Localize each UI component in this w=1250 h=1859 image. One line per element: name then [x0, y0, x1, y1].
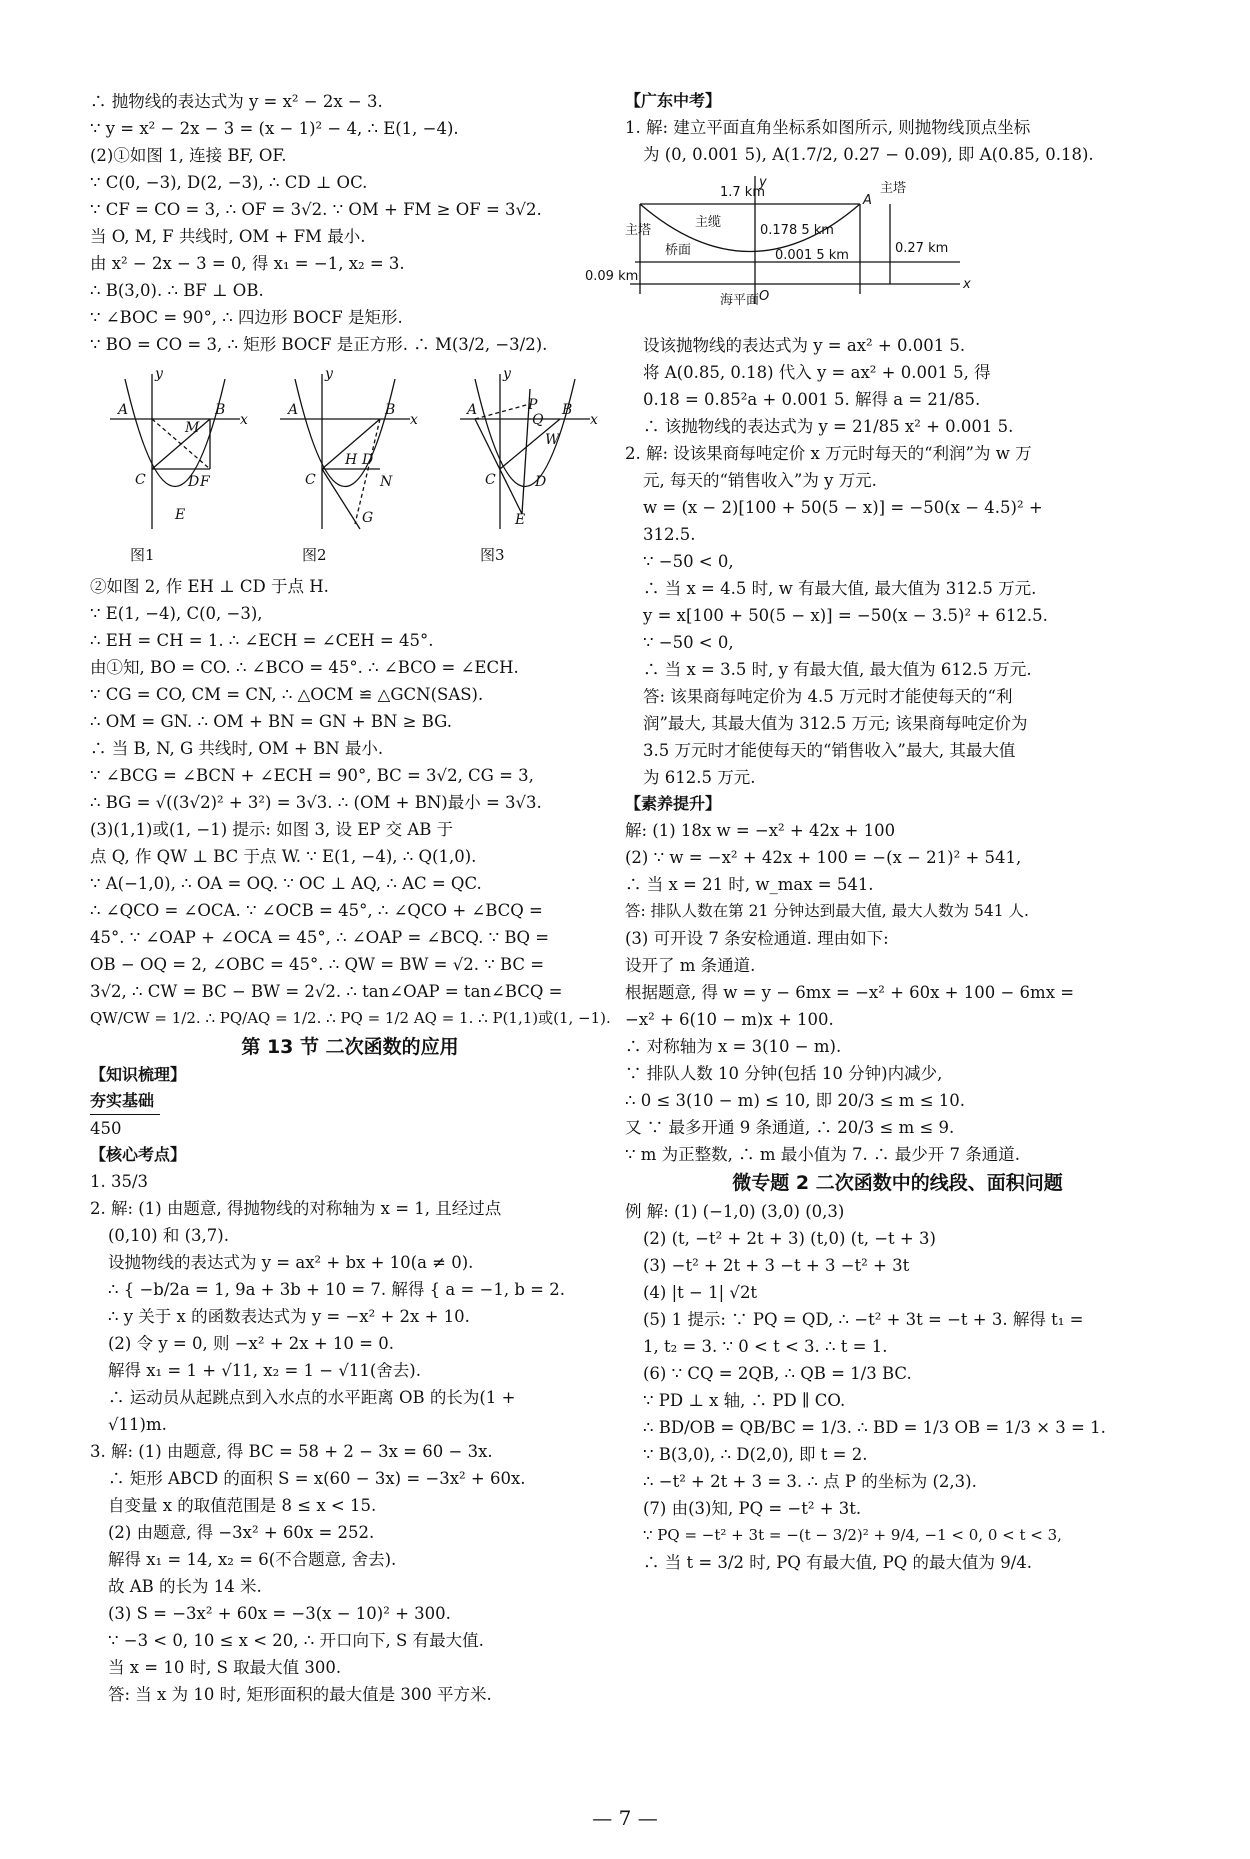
- text-line: 解得 x₁ = 14, x₂ = 6(不合题意, 舍去).: [108, 1550, 397, 1569]
- text-line: 润”最大, 其最大值为 312.5 万元; 该果商每吨定价为: [643, 714, 1028, 733]
- text-line: ∴ BD/OB = QB/BC = 1/3. ∴ BD = 1/3 OB = 1/3 × 3 = 1.: [643, 1418, 1106, 1437]
- text-line: 由 x² − 2x − 3 = 0, 得 x₁ = −1, x₂ = 3.: [90, 254, 405, 273]
- text-line: ∴ 矩形 ABCD 的面积 S = x(60 − 3x) = −3x² + 60x.: [108, 1469, 526, 1488]
- text-line: 2. 解: (1) 由题意, 得抛物线的对称轴为 x = 1, 且经过点: [90, 1199, 502, 1218]
- label-h2: 0.001 5 km: [775, 248, 849, 263]
- text-line: ∵ E(1, −4), C(0, −3),: [90, 604, 263, 623]
- text-line: ∴ 当 t = 3/2 时, PQ 有最大值, PQ 的最大值为 9/4.: [643, 1553, 1033, 1572]
- text-line: 1. 35/3: [90, 1172, 149, 1191]
- svg-text:N: N: [380, 474, 393, 490]
- text-line: √11)m.: [108, 1415, 167, 1434]
- text-line: ∵ −50 < 0,: [643, 633, 734, 652]
- text-line: ∴ 0 ≤ 3(10 − m) ≤ 10, 即 20/3 ≤ m ≤ 10.: [625, 1091, 965, 1110]
- label-y: y: [759, 175, 767, 190]
- bridge-diagram-svg: [585, 174, 1170, 324]
- micro-topic-title: 微专题 2 二次函数中的线段、面积问题: [732, 1172, 1063, 1194]
- text-line: (6) ∵ CQ = 2QB, ∴ QB = 1/3 BC.: [643, 1364, 912, 1383]
- text-line: ∵ CF = CO = 3, ∴ OF = 3√2. ∵ OM + FM ≥ OF = 3√2.: [90, 200, 542, 219]
- tag-knowledge: 【知识梳理】: [90, 1065, 187, 1084]
- text-line: OB − OQ = 2, ∠OBC = 45°. ∴ QW = BW = √2. ∵ BC =: [90, 955, 545, 974]
- text-line: ∵ PQ = −t² + 3t = −(t − 3/2)² + 9/4, −1 < 0, 0 < t < 3,: [643, 1526, 1062, 1544]
- text-line: 故 AB 的长为 14 米.: [108, 1577, 262, 1596]
- text-line: (0,10) 和 (3,7).: [108, 1226, 229, 1245]
- bridge-diagram: [585, 174, 1170, 324]
- text-line: ∴ { −b/2a = 1, 9a + 3b + 10 = 7. 解得 { a = −1, b = 2.: [108, 1280, 565, 1299]
- text-line: 根据题意, 得 w = y − 6mx = −x² + 60x + 100 − 6mx =: [625, 983, 1075, 1002]
- text-line: 1, t₂ = 3. ∵ 0 < t < 3. ∴ t = 1.: [643, 1337, 888, 1356]
- right-column: [585, 88, 1170, 1576]
- text-line: 设该抛物线的表达式为 y = ax² + 0.001 5.: [643, 336, 966, 355]
- text-line: 解: (1) 18x w = −x² + 42x + 100: [625, 821, 896, 840]
- figure-caption-1: 图1: [130, 546, 155, 564]
- text-line: 45°. ∵ ∠OAP + ∠OCA = 45°, ∴ ∠OAP = ∠BCQ. ∵ BQ =: [90, 928, 550, 947]
- text-line: ∵ 排队人数 10 分钟(包括 10 分钟)内减少,: [625, 1064, 943, 1083]
- tag-basics: 夯实基础: [90, 1088, 160, 1115]
- svg-text:D: D: [535, 474, 547, 490]
- answer-450: 450: [90, 1119, 122, 1138]
- text-line: ∴ ∠QCO = ∠OCA. ∵ ∠OCB = 45°, ∴ ∠QCO + ∠BCQ =: [90, 901, 543, 920]
- svg-text:y: y: [155, 366, 163, 382]
- svg-text:C: C: [485, 472, 496, 488]
- text-line: 3√2, ∴ CW = BC − BW = 2√2. ∴ tan∠OAP = tan∠BCQ =: [90, 982, 563, 1001]
- section-title: 第 13 节 二次函数的应用: [241, 1036, 459, 1058]
- text-line: 又 ∵ 最多开通 9 条通道, ∴ 20/3 ≤ m ≤ 9.: [625, 1118, 955, 1137]
- text-line: 解得 x₁ = 1 + √11, x₂ = 1 − √11(舍去).: [108, 1361, 421, 1380]
- text-line: ∴ −t² + 2t + 3 = 3. ∴ 点 P 的坐标为 (2,3).: [643, 1472, 977, 1491]
- svg-text:C: C: [135, 472, 146, 488]
- svg-text:x: x: [590, 412, 598, 428]
- svg-text:A: A: [288, 402, 299, 418]
- text-line: 2. 解: 设该果商每吨定价 x 万元时每天的“利润”为 w 万: [625, 444, 1032, 463]
- figure-caption-3: 图3: [480, 546, 505, 564]
- svg-text:x: x: [410, 412, 418, 428]
- text-line: ∴ 当 x = 21 时, w_max = 541.: [625, 875, 874, 894]
- text-line: 为 612.5 万元.: [643, 768, 756, 787]
- text-block-d: [625, 1198, 1170, 1576]
- text-line: (3) 可开设 7 条安检通道. 理由如下:: [625, 929, 889, 948]
- svg-text:D: D: [362, 452, 374, 468]
- svg-text:E: E: [175, 507, 186, 523]
- figure-caption-2: 图2: [302, 546, 327, 564]
- text-line: 312.5.: [643, 525, 696, 544]
- text-line: ∴ 运动员从起跳点到入水点的水平距离 OB 的长为(1 +: [108, 1388, 516, 1407]
- svg-text:P: P: [528, 397, 538, 413]
- svg-text:y: y: [503, 366, 511, 382]
- text-line: 为 (0, 0.001 5), A(1.7/2, 0.27 − 0.09), 即 A(0.85, 0.18).: [643, 145, 1094, 164]
- text-line: (2) 由题意, 得 −3x² + 60x = 252.: [108, 1523, 375, 1542]
- text-line: ∵ A(−1,0), ∴ OA = OQ. ∵ OC ⊥ AQ, ∴ AC = QC.: [90, 874, 482, 893]
- svg-text:B: B: [562, 402, 573, 418]
- label-deck: 桥面: [665, 243, 692, 258]
- text-line: 点 Q, 作 QW ⊥ BC 于点 W. ∵ E(1, −4), ∴ Q(1,0).: [90, 847, 477, 866]
- text-line: ∴ y 关于 x 的函数表达式为 y = −x² + 2x + 10.: [108, 1307, 470, 1326]
- label-tower-left: 主塔: [625, 223, 652, 238]
- text-line: (2) ∵ w = −x² + 42x + 100 = −(x − 21)² + 541,: [625, 848, 1022, 867]
- text-block-c: [625, 817, 1170, 1168]
- svg-text:A: A: [467, 402, 478, 418]
- text-line: ∴ B(3,0). ∴ BF ⊥ OB.: [90, 281, 264, 300]
- svg-text:y: y: [325, 366, 333, 382]
- svg-text:x: x: [240, 412, 248, 428]
- text-line: 自变量 x 的取值范围是 8 ≤ x < 15.: [108, 1496, 377, 1515]
- label-O: O: [759, 289, 770, 304]
- svg-text:E: E: [515, 512, 526, 528]
- text-line: ∵ B(3,0), ∴ D(2,0), 即 t = 2.: [643, 1445, 868, 1464]
- svg-text:W: W: [545, 432, 560, 448]
- text-block-b: [625, 332, 1170, 791]
- text-line: ∵ m 为正整数, ∴ m 最小值为 7. ∴ 最少开 7 条通道.: [625, 1145, 1020, 1164]
- page-number: — 7 —: [592, 1806, 658, 1830]
- label-tower-right: 主塔: [880, 181, 907, 196]
- text-line: 当 O, M, F 共线时, OM + FM 最小.: [90, 227, 366, 246]
- text-line: (7) 由(3)知, PQ = −t² + 3t.: [643, 1499, 862, 1518]
- label-A: A: [863, 193, 872, 208]
- text-line: 1. 解: 建立平面直角坐标系如图所示, 则抛物线顶点坐标: [625, 118, 1031, 137]
- text-line: ∴ 抛物线的表达式为 y = x² − 2x − 3.: [90, 92, 383, 111]
- text-line: 将 A(0.85, 0.18) 代入 y = ax² + 0.001 5, 得: [643, 363, 991, 382]
- text-line: ∵ −3 < 0, 10 ≤ x < 20, ∴ 开口向下, S 有最大值.: [108, 1631, 484, 1650]
- text-line: ∴ 对称轴为 x = 3(10 − m).: [625, 1037, 842, 1056]
- label-sea: 海平面: [720, 293, 760, 308]
- text-line: 3.5 万元时才能使每天的“销售收入”最大, 其最大值: [643, 741, 1016, 760]
- text-line: (2) 令 y = 0, 则 −x² + 2x + 10 = 0.: [108, 1334, 394, 1353]
- parabola-figures-svg: [90, 364, 610, 569]
- text-line: 答: 排队人数在第 21 分钟达到最大值, 最大人数为 541 人.: [625, 902, 1029, 920]
- svg-text:M: M: [185, 420, 200, 436]
- text-line: ∴ EH = CH = 1. ∴ ∠ECH = ∠CEH = 45°.: [90, 631, 434, 650]
- tag-guangdong: 【广东中考】: [625, 91, 722, 110]
- text-line: (4) |t − 1| √2t: [643, 1283, 758, 1302]
- label-x: x: [963, 277, 971, 292]
- text-line: (3) S = −3x² + 60x = −3(x − 10)² + 300.: [108, 1604, 451, 1623]
- text-line: (2) (t, −t² + 2t + 3) (t,0) (t, −t + 3): [643, 1229, 936, 1248]
- svg-text:H: H: [345, 452, 358, 468]
- text-line: ∴ OM = GN. ∴ OM + BN = GN + BN ≥ BG.: [90, 712, 452, 731]
- text-line: 由①知, BO = CO. ∴ ∠BCO = 45°. ∴ ∠BCO = ∠ECH.: [90, 658, 519, 677]
- text-line: ∵ C(0, −3), D(2, −3), ∴ CD ⊥ OC.: [90, 173, 368, 192]
- text-line: 0.18 = 0.85²a + 0.001 5. 解得 a = 21/85.: [643, 390, 981, 409]
- text-line: (3) −t² + 2t + 3 −t + 3 −t² + 3t: [643, 1256, 910, 1275]
- parabola-figures: [90, 364, 610, 569]
- text-line: ②如图 2, 作 EH ⊥ CD 于点 H.: [90, 577, 329, 596]
- text-line: (2)①如图 1, 连接 BF, OF.: [90, 146, 287, 165]
- svg-text:F: F: [200, 474, 210, 490]
- text-line: 元, 每天的“销售收入”为 y 万元.: [643, 471, 877, 490]
- text-line: 当 x = 10 时, S 取最大值 300.: [108, 1658, 342, 1677]
- text-line: ∵ PD ⊥ x 轴, ∴ PD ∥ CO.: [643, 1391, 846, 1410]
- text-line: 答: 当 x 为 10 时, 矩形面积的最大值是 300 平方米.: [108, 1685, 492, 1704]
- svg-text:D: D: [188, 474, 200, 490]
- text-line: ∵ −50 < 0,: [643, 552, 734, 571]
- text-line: QW/CW = 1/2. ∴ PQ/AQ = 1/2. ∴ PQ = 1/2 AQ = 1. ∴ P(1,1)或(1, −1).: [90, 1009, 611, 1027]
- label-h1: 0.178 5 km: [760, 223, 834, 238]
- tag-suyang: 【素养提升】: [625, 794, 722, 813]
- text-line: (3)(1,1)或(1, −1) 提示: 如图 3, 设 EP 交 AB 于: [90, 820, 454, 839]
- text-line: −x² + 6(10 − m)x + 100.: [625, 1010, 834, 1029]
- label-h4: 0.09 km: [585, 269, 639, 284]
- text-line: ∴ 当 x = 3.5 时, y 有最大值, 最大值为 612.5 万元.: [643, 660, 1032, 679]
- text-line: 例 解: (1) (−1,0) (3,0) (0,3): [625, 1202, 845, 1221]
- text-block-a: [90, 88, 610, 358]
- svg-text:A: A: [118, 402, 129, 418]
- text-block-b: [90, 573, 610, 1032]
- text-line: ∵ ∠BCG = ∠BCN + ∠ECH = 90°, BC = 3√2, CG = 3,: [90, 766, 534, 785]
- label-cable: 主缆: [695, 215, 722, 230]
- text-line: y = x[100 + 50(5 − x)] = −50(x − 3.5)² + 612.5.: [643, 606, 1048, 625]
- text-line: 3. 解: (1) 由题意, 得 BC = 58 + 2 − 3x = 60 − 3x.: [90, 1442, 493, 1461]
- text-line: 设抛物线的表达式为 y = ax² + bx + 10(a ≠ 0).: [108, 1253, 474, 1272]
- text-line: w = (x − 2)[100 + 50(5 − x)] = −50(x − 4.5)² +: [643, 498, 1043, 517]
- label-span: 1.7 km: [720, 185, 765, 200]
- text-line: ∵ CG = CO, CM = CN, ∴ △OCM ≌ △GCN(SAS).: [90, 685, 484, 704]
- text-line: 答: 该果商每吨定价为 4.5 万元时才能使每天的“利: [643, 687, 1013, 706]
- text-line: ∵ BO = CO = 3, ∴ 矩形 BOCF 是正方形. ∴ M(3/2, −3/2).: [90, 335, 548, 354]
- text-line: 设开了 m 条通道.: [625, 956, 756, 975]
- tag-core: 【核心考点】: [90, 1145, 187, 1164]
- svg-text:C: C: [305, 472, 316, 488]
- text-line: ∴ 当 B, N, G 共线时, OM + BN 最小.: [90, 739, 384, 758]
- svg-text:G: G: [362, 510, 374, 526]
- svg-text:B: B: [385, 402, 396, 418]
- text-block-c: [90, 1168, 610, 1708]
- text-line: (5) 1 提示: ∵ PQ = QD, ∴ −t² + 3t = −t + 3. 解得 t₁ =: [643, 1310, 1084, 1329]
- svg-text:Q: Q: [532, 412, 544, 428]
- label-h3: 0.27 km: [895, 241, 949, 256]
- left-column: [90, 88, 610, 1708]
- svg-text:B: B: [215, 402, 226, 418]
- text-line: ∵ ∠BOC = 90°, ∴ 四边形 BOCF 是矩形.: [90, 308, 403, 327]
- text-line: ∴ 当 x = 4.5 时, w 有最大值, 最大值为 312.5 万元.: [643, 579, 1037, 598]
- text-line: ∴ BG = √((3√2)² + 3²) = 3√3. ∴ (OM + BN)最小 = 3√3.: [90, 793, 542, 812]
- text-line: ∴ 该抛物线的表达式为 y = 21/85 x² + 0.001 5.: [643, 417, 1014, 436]
- text-line: ∵ y = x² − 2x − 3 = (x − 1)² − 4, ∴ E(1, −4).: [90, 119, 459, 138]
